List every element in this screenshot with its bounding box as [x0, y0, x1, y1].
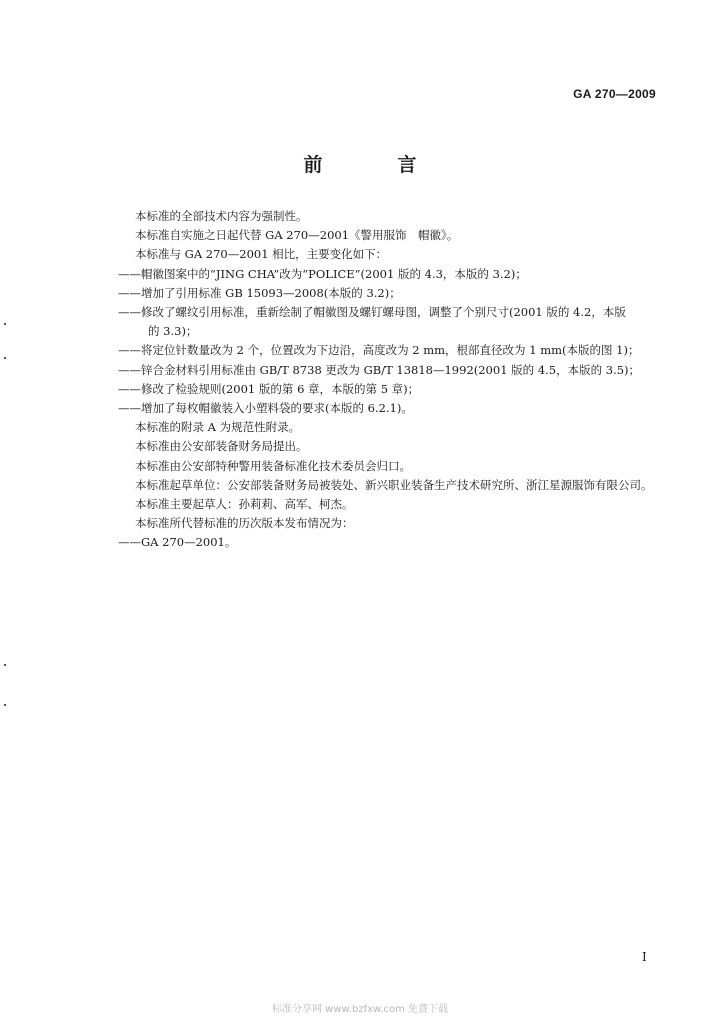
list-item: ——增加了每枚帽徽装入小塑料袋的要求(本版的 6.2.1)。: [118, 401, 413, 416]
list-item: ——增加了引用标准 GB 15093—2008(本版的 3.2)；: [118, 285, 401, 300]
list-item: ——修改了螺纹引用标准，重新绘制了帽徽图及螺钉螺母图，调整了个别尺寸(2001 版的 4.2，本版: [118, 305, 626, 320]
paragraph: 本标准起草单位：公安部装备财务局被装处、新兴职业装备生产技术研究所、浙江星源服饰有限公司。: [135, 477, 653, 492]
scan-mark: [4, 704, 6, 706]
paragraph: 本标准主要起草人：孙莉莉、高军、柯杰。: [135, 497, 354, 512]
list-item-continuation: 的 3.3)；: [148, 324, 198, 339]
scan-mark: [4, 664, 6, 666]
scan-mark: [4, 357, 6, 359]
paragraph: 本标准由公安部特种警用装备标准化技术委员会归口。: [135, 458, 411, 473]
paragraph: 本标准与 GA 270—2001 相比，主要变化如下：: [135, 247, 388, 262]
page-title: 前 言: [303, 154, 445, 176]
standard-code: GA 270—2009: [573, 87, 656, 101]
list-item: ——GA 270—2001。: [118, 535, 237, 550]
scan-mark: [4, 323, 6, 325]
paragraph: 本标准自实施之日起代替 GA 270—2001《警用服饰 帽徽》。: [135, 228, 459, 243]
footer-watermark: 标准分享网 www.bzfxw.com 免费下载: [272, 1004, 448, 1015]
list-item: ——锌合金材料引用标准由 GB/T 8738 更改为 GB/T 13818—1992(2001 版的 4.5，本版的 3.5)；: [118, 362, 641, 377]
list-item: ——修改了检验规则(2001 版的第 6 章，本版的第 5 章)；: [118, 381, 420, 396]
list-item: ——将定位针数量改为 2 个，位置改为下边沿，高度改为 2 mm，根部直径改为 1 mm(本版的图 1)；: [118, 343, 640, 358]
page-number: I: [642, 950, 647, 964]
paragraph: 本标准由公安部装备财务局提出。: [135, 439, 308, 454]
paragraph: 本标准所代替标准的历次版本发布情况为：: [135, 516, 354, 531]
list-item: ——帽徽图案中的“JING CHA”改为“POLICE”(2001 版的 4.3，本版的 3.2)；: [118, 266, 527, 281]
foreword-body: [118, 207, 668, 553]
paragraph: 本标准的附录 A 为规范性附录。: [135, 420, 301, 435]
paragraph: 本标准的全部技术内容为强制性。: [135, 209, 308, 223]
